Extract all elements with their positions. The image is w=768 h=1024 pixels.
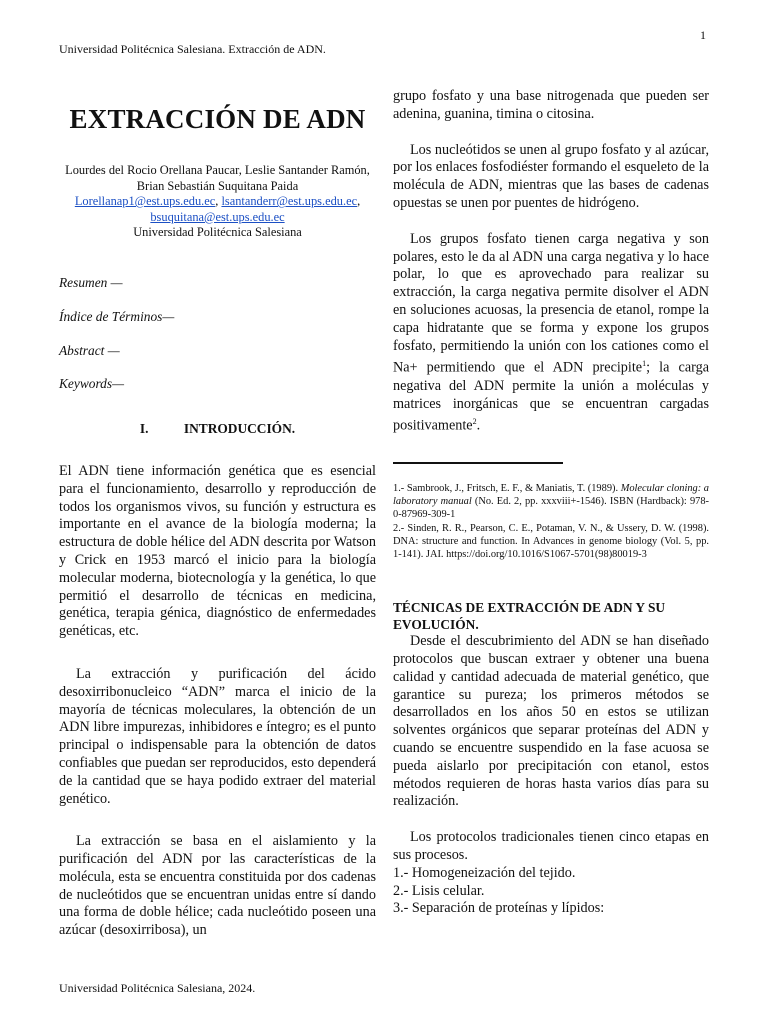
section-heading-techniques: TÉCNICAS DE EXTRACCIÓN DE ADN Y SU EVOLUCIÓN. (393, 600, 666, 633)
footnote-ref-2[interactable]: 2 (472, 417, 477, 427)
footnote-1-title: Molecular cloning: a laboratory manual (393, 483, 709, 508)
index-terms-label: Índice de Términos— (59, 308, 175, 324)
section-number: I. (139, 421, 149, 437)
footnote-1-text-a: 1.- Sambrook, J., Fritsch, E. F., & Maniatis, T. (1989). (393, 483, 621, 495)
abstract-label: Abstract — (59, 342, 120, 358)
email-separator-1: , (215, 194, 222, 209)
keywords-label: Keywords— (59, 376, 124, 392)
right-paragraph-1: grupo fosfato y una base nitrogenada que pueden ser adenina, guanina, timina o citosina. (393, 88, 709, 122)
section-heading-introduction (59, 420, 376, 438)
footnote-ref-1[interactable]: 1 (642, 359, 647, 369)
step-item: 2.- Lisis celular. (393, 882, 485, 899)
emails-line-1 (59, 194, 376, 210)
paragraph-3-text-b: ; la carga negativa del ADN permite la unión a moléculas y matrices inorgánicas que se encuentran cargadas positivamente (393, 360, 709, 435)
intro-paragraph-1: El ADN tiene información genética que es esencial para el funcionamiento, desarrollo y reproducción de todos los organismos vivos, su función y estructura es importante en el avance de la biología moderna; la estructura de doble hélice del ADN descrita por Watson y Crick en 1953 marcó el inicio para la biología molecular moderna, biotecnología y la genética, lo que permitió el desarrollo de técnicas en medicina, genética, terapia génica, diagnóstico de enfermedades genéticas, etc. (59, 462, 376, 640)
authors-line-2: Brian Sebastián Suquitana Paida (136, 178, 299, 193)
right-paragraph-2: Los nucleótidos se unen al grupo fosfato y al azúcar, por los enlaces fosfodiéster formando el esqueleto de la molécula de ADN, mientras que las bases de cadenas opuestas se unen por puentes de hidrógeno. (393, 141, 709, 211)
emails-line-2 (59, 210, 376, 226)
page-footer: Universidad Politécnica Salesiana, 2024. (59, 981, 256, 995)
paper-title: EXTRACCIÓN DE ADN (69, 104, 366, 134)
step-item: 1.- Homogeneización del tejido. (393, 864, 576, 881)
email-link-1[interactable]: Lorellanap1@est.ups.edu.ec (74, 194, 216, 209)
step-item: 3.- Separación de proteínas y lípidos: (393, 900, 605, 917)
paragraph-3-text-a: Los grupos fosfato tienen carga negativa y son polares, esto le da al ADN una carga negativa y lo hace polar, lo que es aprovechado para realizar su extracción, la carga negativa permite disolver el ADN en soluciones acuosas, la presencia de etanol, rompe la capa hidratante que se forma y expone los grupos fosfato, permitiendo la unión con los cationes como el Na+ permitiendo que el ADN precipite (393, 230, 709, 377)
intro-paragraph-3: La extracción se basa en el aislamiento y la purificación del ADN por las características de la molécula, esta se encuentra constituida por dos cadenas de nucleótidos que se encuentran unidas entre sí dando una forma de doble hélice; cada nucleótido poseen una azúcar (desoxirribosa), un (59, 833, 376, 939)
resumen-label: Resumen — (59, 274, 123, 290)
affiliation: Universidad Politécnica Salesiana (133, 225, 302, 240)
footnote-1-text-b: (No. Ed. 2, pp. xxxviii+-1546). ISBN (Hardback): 978-0-87969-309-1 (393, 496, 709, 521)
left-column (59, 100, 376, 940)
footnote-divider (393, 462, 563, 464)
right-column (393, 88, 709, 918)
email-link-3[interactable]: bsuquitana@est.ups.edu.ec (150, 209, 285, 224)
paragraph-3-text-c: . (476, 418, 481, 435)
page-number: 1 (700, 28, 706, 42)
intro-paragraph-2: La extracción y purificación del ácido desoxirribonucleico “ADN” marca el inicio de la mayoría de técnicas moleculares, la obtención de un ADN libre impurezas, inhibidores e íntegro; es el punto principal o indispensable para la obtención de datos confiables que puedan ser reproducidos, esto dependerá de la cantidad que se haya podido extraer del material genético. (59, 665, 376, 807)
running-header: Universidad Politécnica Salesiana. Extracción de ADN. (59, 42, 326, 56)
email-separator-2: , (357, 194, 361, 209)
techniques-paragraph-1: Desde el descubrimiento del ADN se han diseñado protocolos que buscan extraer y obtener una buena calidad y cantidad adecuada de material genético, que garantice su pureza; los primeros métodos se desarrollados en los años 50 en estos se utilizan solventes orgánicos que separar proteínas del ADN y cuando se encuentre suspendido en la fase acuosa se pueda aislarlo por precipitación con etanol, estos métodos requieren de horas hasta varios días para su realización. (393, 633, 709, 810)
section-title: INTRODUCCIÓN. (183, 421, 296, 437)
techniques-paragraph-2: Los protocolos tradicionales tienen cinco etapas en sus procesos. (393, 829, 709, 863)
footnote-1 (393, 482, 709, 522)
right-paragraph-3 (393, 231, 709, 436)
email-link-2[interactable]: lsantanderr@est.ups.edu.ec (221, 194, 358, 209)
footnote-2: 2.- Sinden, R. R., Pearson, C. E., Potaman, V. N., & Ussery, D. W. (1998). DNA: structure and function. In Advances in genome biology (Vol. 5, pp. 1-141). JAI. https://doi.org/10.1016/S1067-5701(98)80019-3 (393, 522, 709, 561)
authors-line-1: Lourdes del Rocio Orellana Paucar, Leslie Santander Ramón, (65, 163, 370, 177)
author-block (59, 163, 376, 241)
